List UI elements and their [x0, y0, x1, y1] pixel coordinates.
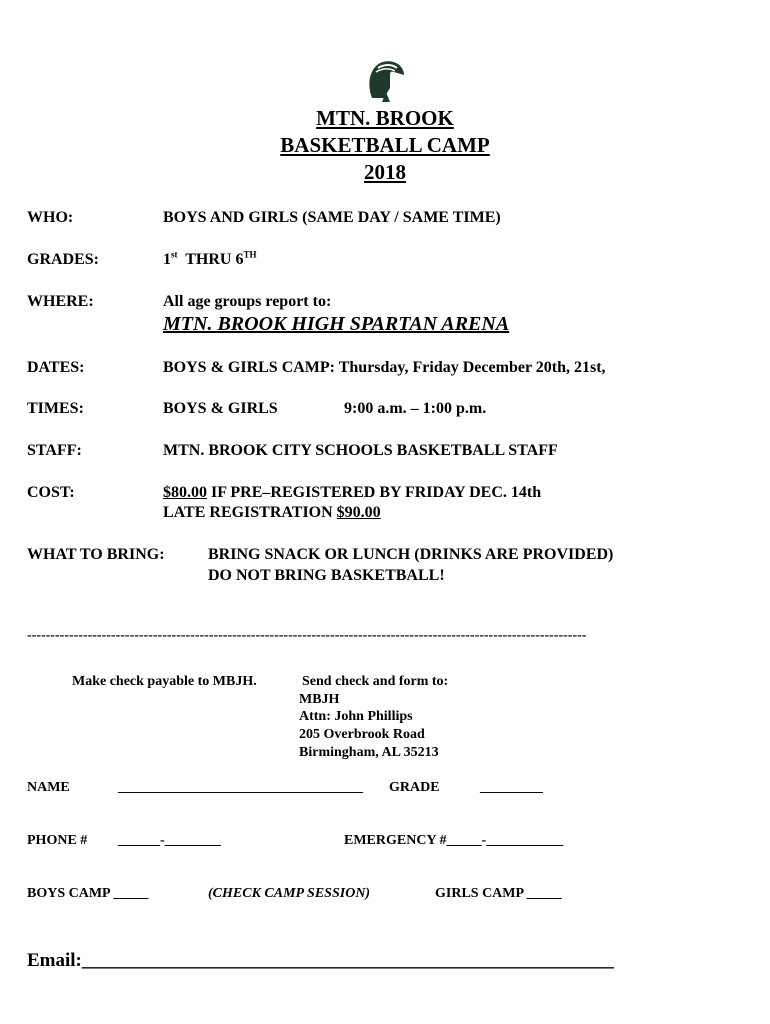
girls-camp-field[interactable]: GIRLS CAMP _____	[435, 886, 562, 901]
grades-thru: THRU 6	[185, 251, 244, 268]
grades-label: GRADES:	[27, 251, 100, 268]
grades-from-suffix: st	[171, 249, 178, 260]
cost-late-text: LATE REGISTRATION	[163, 504, 337, 521]
check-session-note: (CHECK CAMP SESSION)	[208, 886, 371, 901]
who-value: BOYS AND GIRLS (SAME DAY / SAME TIME)	[163, 209, 501, 226]
who-label: WHO:	[27, 209, 74, 226]
where-label: WHERE:	[27, 293, 94, 310]
times-group: BOYS & GIRLS	[163, 400, 278, 417]
cost-price: $80.00	[163, 484, 207, 501]
cost-label: COST:	[27, 484, 75, 501]
bring-line-2: DO NOT BRING BASKETBALL!	[208, 567, 445, 584]
times-label: TIMES:	[27, 400, 84, 417]
title-year: 2018	[364, 160, 406, 184]
address-line-2: Attn: John Phillips	[299, 709, 413, 724]
phone-label: PHONE #	[27, 833, 88, 848]
cost-late-price: $90.00	[336, 504, 381, 521]
bring-line-1: BRING SNACK OR LUNCH (DRINKS ARE PROVIDED)	[208, 546, 614, 563]
spartan-helmet-logo-icon	[364, 58, 406, 104]
phone-field[interactable]: ______-________	[118, 833, 221, 848]
payable-text: Make check payable to MBJH.	[72, 674, 257, 689]
grade-field[interactable]: _________	[480, 780, 543, 795]
cost-line-2	[163, 504, 381, 522]
grades-from: 1	[163, 251, 171, 268]
address-line-4: Birmingham, AL 35213	[299, 745, 439, 760]
grades-value	[163, 251, 256, 269]
dates-value: BOYS & GIRLS CAMP: Thursday, Friday December 20th, 21st,	[163, 359, 606, 376]
grades-thru-suffix: TH	[243, 249, 257, 260]
title-line-1: MTN. BROOK	[316, 106, 454, 130]
where-value: All age groups report to:	[163, 293, 332, 310]
title-line-2: BASKETBALL CAMP	[280, 133, 490, 157]
cost-line-1-rest: IF PRE–REGISTERED BY FRIDAY DEC. 14th	[207, 484, 542, 501]
cost-line-1	[163, 484, 541, 502]
name-label: NAME	[27, 780, 70, 795]
bring-label: WHAT TO BRING:	[27, 546, 165, 563]
where-arena: MTN. BROOK HIGH SPARTAN ARENA	[163, 313, 510, 335]
cut-line-divider: ------------------------------------------------------------------------------------------------------------------------	[27, 628, 587, 643]
send-to-text: Send check and form to:	[302, 674, 449, 689]
staff-value: MTN. BROOK CITY SCHOOLS BASKETBALL STAFF	[163, 442, 558, 459]
emergency-field[interactable]: EMERGENCY #_____-___________	[344, 833, 564, 848]
email-field[interactable]: Email:________________________________________________________	[27, 950, 614, 971]
grade-label: GRADE	[389, 780, 440, 795]
boys-camp-field[interactable]: BOYS CAMP _____	[27, 886, 149, 901]
times-value: 9:00 a.m. – 1:00 p.m.	[344, 400, 487, 417]
dates-label: DATES:	[27, 359, 85, 376]
address-line-1: MBJH	[299, 692, 340, 707]
name-field[interactable]: ___________________________________	[118, 780, 363, 795]
address-line-3: 205 Overbrook Road	[299, 727, 425, 742]
staff-label: STAFF:	[27, 442, 82, 459]
